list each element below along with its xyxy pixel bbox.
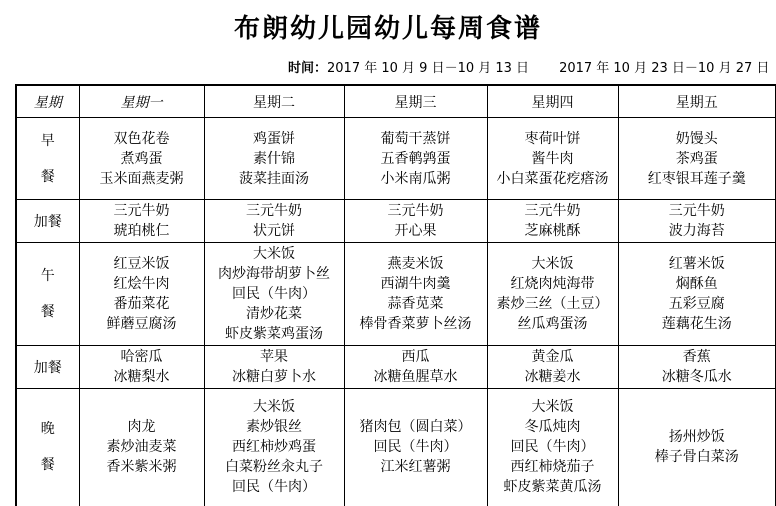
dish-item: 鸡蛋饼: [253, 130, 295, 147]
dish-item: 肉炒海带胡萝卜丝: [218, 266, 330, 282]
menu-cell-wednesday: [344, 243, 487, 346]
dish-item: 焖酥鱼: [675, 276, 718, 292]
menu-row-3: [16, 346, 776, 389]
dish-item: 琥珀桃仁: [113, 223, 170, 239]
menu-cell-friday: [618, 200, 776, 243]
dish-item: 煮鸡蛋: [120, 150, 163, 167]
dish-item: 素什锦: [253, 150, 295, 167]
dish-item: 波力海苔: [668, 223, 725, 239]
dish-item: 江米红薯粥: [380, 459, 451, 476]
dish-item: 西红柿炒鸡蛋: [232, 439, 316, 456]
dish-item: 茶鸡蛋: [675, 150, 718, 167]
dish-item: 苹果: [260, 349, 288, 365]
menu-cell-tuesday: [204, 346, 344, 389]
meal-label: [16, 243, 79, 346]
meal-label: 加餐: [16, 200, 79, 243]
meal-label-char: 午: [40, 268, 55, 284]
menu-cell-tuesday: [204, 200, 344, 243]
menu-cell-thursday: [487, 389, 618, 506]
menu-cell-monday: [79, 346, 204, 389]
menu-cell-friday: [618, 118, 776, 200]
menu-cell-wednesday: [344, 389, 487, 506]
dish-item: 蒜香苋菜: [387, 296, 444, 312]
dish-item: 香米紫米粥: [106, 459, 177, 476]
weekly-menu-table: [15, 84, 776, 506]
day-header-tuesday: 星期二: [204, 85, 344, 118]
menu-row-4: [16, 389, 776, 506]
dish-item: 冰糖冬瓜水: [661, 369, 732, 385]
time-line: [288, 57, 776, 76]
dish-item: 猪肉包（圆白菜）: [359, 419, 472, 436]
dish-item: 冰糖白萝卜水: [232, 369, 316, 385]
dish-item: 双色花卷: [113, 130, 170, 147]
dish-item: 三元牛奶: [113, 203, 170, 219]
day-header-thursday: 星期四: [487, 85, 618, 118]
menu-table-body: [16, 118, 776, 506]
meal-label: 加餐: [16, 346, 79, 389]
day-header-wednesday: 星期三: [344, 85, 487, 118]
dish-item: 大米饭: [531, 399, 574, 416]
meal-label-char: 晚: [40, 421, 55, 438]
menu-row-1: [16, 200, 776, 243]
dish-item: 哈密瓜: [120, 349, 163, 365]
dish-item: 冬瓜炖肉: [524, 419, 581, 436]
dish-item: 棒骨香菜萝卜丝汤: [359, 316, 472, 332]
menu-cell-monday: [79, 200, 204, 243]
dish-item: 西湖牛肉羹: [380, 276, 451, 292]
menu-cell-tuesday: [204, 118, 344, 200]
dish-item: 丝瓜鸡蛋汤: [517, 316, 588, 332]
menu-cell-friday: [618, 346, 776, 389]
dish-item: 大米饭: [253, 246, 295, 262]
menu-cell-friday: [618, 389, 776, 506]
time-label: 时间：: [288, 61, 328, 76]
dish-item: 三元牛奶: [246, 203, 302, 219]
dish-item: 大米饭: [253, 399, 295, 416]
dish-item: 白菜粉丝汆丸子: [225, 459, 323, 476]
dish-item: 回民（牛肉）: [510, 439, 595, 456]
dish-item: 回民（牛肉）: [232, 479, 316, 496]
day-header-friday: 星期五: [618, 85, 776, 118]
dish-item: 黄金瓜: [531, 349, 574, 365]
dish-item: 三元牛奶: [387, 203, 444, 219]
menu-cell-tuesday: [204, 389, 344, 506]
dish-item: 红烩牛肉: [113, 276, 170, 292]
dish-item: 西红柿烧茄子: [510, 459, 595, 476]
dish-item: 扬州炒饭: [668, 429, 725, 446]
meal-label-char: 餐: [40, 304, 55, 320]
meal-label-char: 早: [40, 132, 55, 149]
dish-item: 香蕉: [682, 349, 711, 365]
dish-item: 莲藕花生汤: [661, 316, 732, 332]
dish-item: 清炒花菜: [246, 306, 302, 322]
dish-item: 回民（牛肉）: [232, 286, 316, 302]
dish-item: 虾皮紫菜黄瓜汤: [503, 479, 602, 496]
corner-header: 星期: [16, 85, 79, 118]
dish-item: 枣荷叶饼: [524, 130, 581, 147]
menu-cell-wednesday: [344, 118, 487, 200]
dish-item: 玉米面燕麦粥: [99, 170, 184, 187]
day-header-monday: 星期一: [79, 85, 204, 118]
dish-item: 奶馒头: [675, 130, 718, 147]
menu-cell-wednesday: [344, 346, 487, 389]
time-range-2: 2017 年 10 月 23 日－10 月 27 日: [559, 61, 770, 76]
dish-item: 小米南瓜粥: [380, 170, 451, 187]
dish-item: 红枣银耳莲子羹: [647, 170, 746, 187]
dish-item: 燕麦米饭: [387, 256, 444, 272]
page-title: 布朗幼儿园幼儿每周食谱: [233, 14, 542, 44]
dish-item: 冰糖鱼腥草水: [373, 369, 458, 385]
dish-item: 素炒银丝: [246, 419, 302, 436]
dish-item: 肉龙: [127, 419, 156, 436]
menu-cell-monday: [79, 118, 204, 200]
time-range-1: 2017 年 10 月 9 日－10 月 13 日: [327, 61, 530, 76]
menu-cell-friday: [618, 243, 776, 346]
menu-cell-monday: [79, 389, 204, 506]
menu-row-2: [16, 243, 776, 346]
meal-label: [16, 389, 79, 506]
menu-cell-thursday: [487, 200, 618, 243]
dish-item: 红薯米饭: [668, 256, 725, 272]
dish-item: 五香鹌鹑蛋: [380, 150, 451, 167]
dish-item: 大米饭: [531, 256, 574, 272]
dish-item: 棒子骨白菜汤: [654, 449, 739, 466]
dish-item: 西瓜: [401, 349, 430, 365]
dish-item: 酱牛肉: [531, 150, 574, 167]
dish-item: 菠菜挂面汤: [239, 170, 309, 187]
dish-item: 芝麻桃酥: [524, 223, 581, 239]
dish-item: 红烧肉炖海带: [510, 276, 595, 292]
menu-cell-thursday: [487, 243, 618, 346]
dish-item: 三元牛奶: [668, 203, 725, 219]
menu-cell-tuesday: [204, 243, 344, 346]
menu-row-0: [16, 118, 776, 200]
dish-item: 番茄菜花: [113, 296, 170, 312]
menu-cell-wednesday: [344, 200, 487, 243]
dish-item: 回民（牛肉）: [373, 439, 458, 456]
dish-item: 红豆米饭: [113, 256, 170, 272]
meal-label-char: 餐: [40, 168, 55, 185]
dish-item: 鲜蘑豆腐汤: [106, 316, 177, 332]
meal-label-char: 餐: [40, 457, 55, 474]
dish-item: 素炒三丝（土豆）: [496, 296, 609, 312]
menu-cell-thursday: [487, 118, 618, 200]
menu-cell-monday: [79, 243, 204, 346]
dish-item: 虾皮紫菜鸡蛋汤: [225, 326, 323, 342]
meal-label: [16, 118, 79, 200]
dish-item: 五彩豆腐: [668, 296, 725, 312]
dish-item: 素炒油麦菜: [106, 439, 177, 456]
menu-cell-thursday: [487, 346, 618, 389]
header-row: [16, 85, 776, 118]
dish-item: 冰糖姜水: [524, 369, 581, 385]
dish-item: 小白菜蛋花疙瘩汤: [496, 170, 609, 187]
dish-item: 三元牛奶: [524, 203, 581, 219]
dish-item: 冰糖梨水: [113, 369, 170, 385]
dish-item: 状元饼: [253, 223, 295, 239]
dish-item: 开心果: [394, 223, 437, 239]
dish-item: 葡萄干蒸饼: [380, 130, 451, 147]
